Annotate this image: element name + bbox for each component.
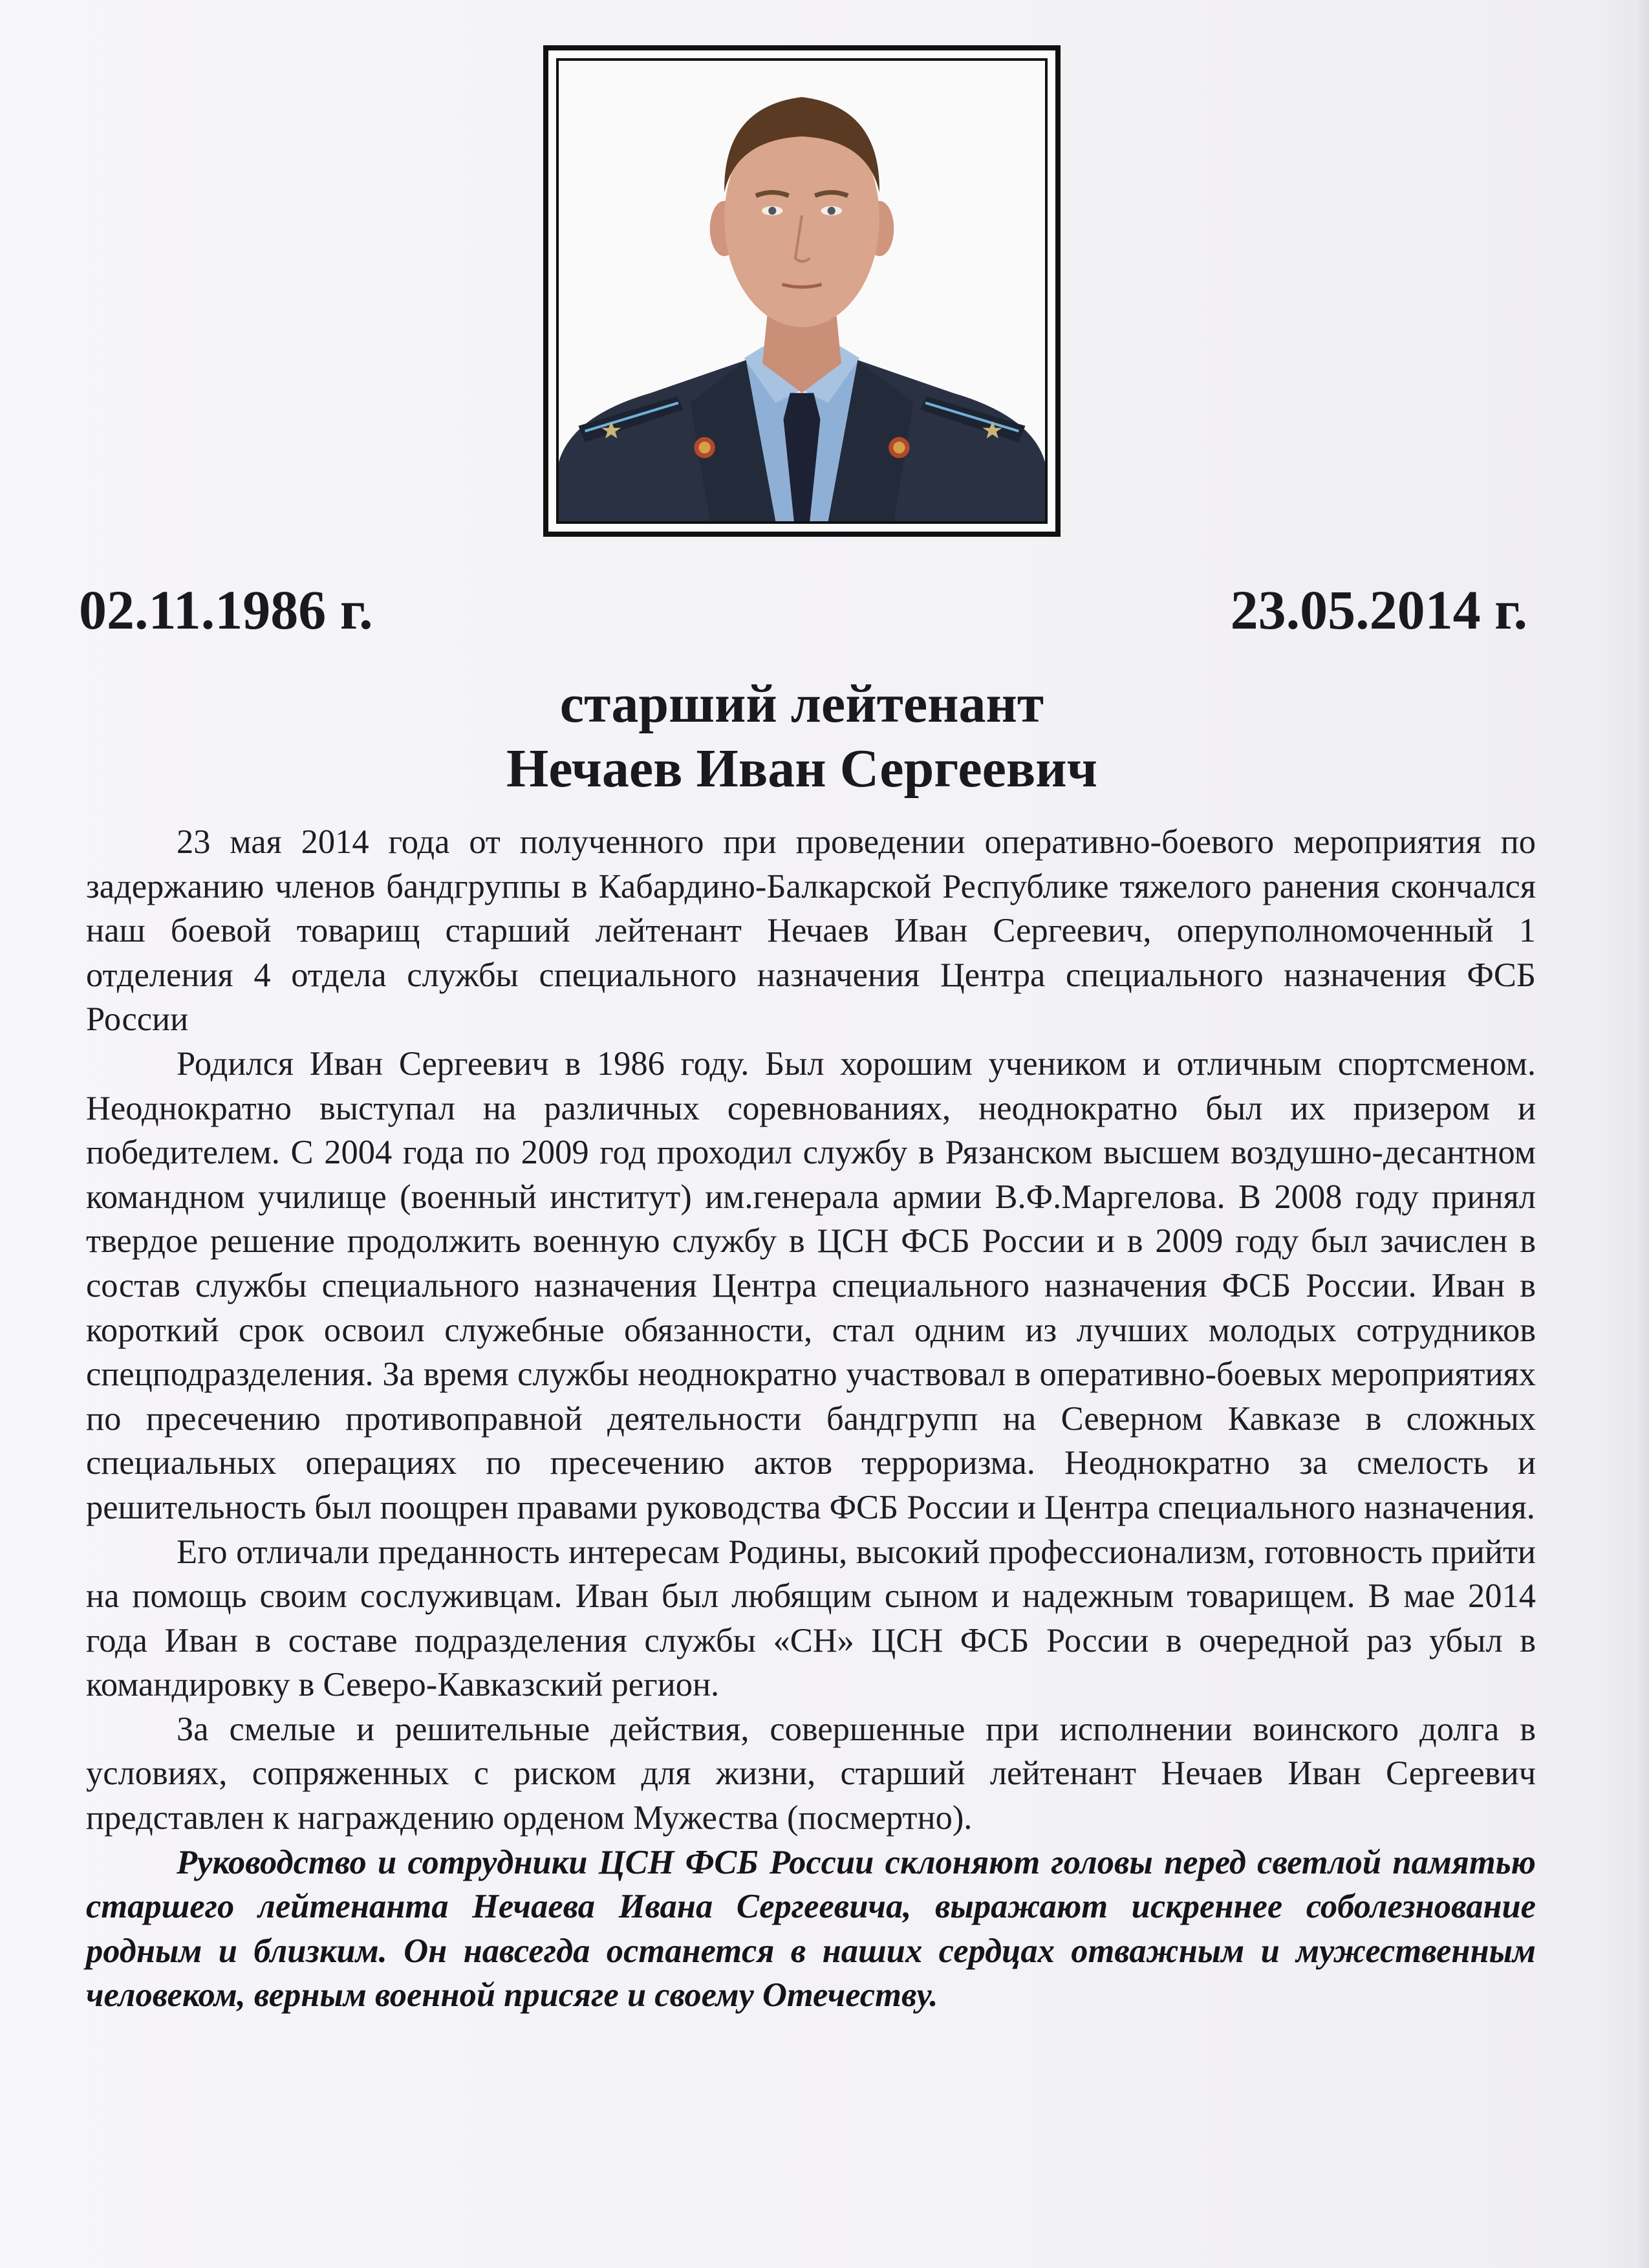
page-edge-shadow (1635, 0, 1649, 2268)
birth-date: 02.11.1986 г. (79, 579, 373, 641)
paragraph-character: Его отличали преданность интересам Родины, высокий профессионализм, готовность прийти на помощь своим сослуживцам. Иван был любящим сыном и надежным товарищем. В мае 2014 года Иван в составе подразделения службы «СН» ЦСН ФСБ России в очередной раз убыл в командировку в Северо-Кавказский регион. (86, 1533, 1536, 1704)
paragraph-death-circumstances: 23 мая 2014 года от полученного при проведении оперативно-боевого мероприятия по задержанию членов бандгруппы в Кабардино-Балкарской Республике тяжелого ранения скончался наш боевой товарищ старший лейтенант Нечаев Иван Сергеевич, оперуполномоченный 1 отделения 4 отдела службы специального назначения Центра специального назначения ФСБ России (86, 823, 1536, 1039)
portrait-photo (556, 58, 1048, 524)
memorial-portrait-frame (543, 45, 1061, 537)
obituary-text (86, 820, 1536, 2018)
paragraph-biography: Родился Иван Сергеевич в 1986 году. Был хорошим учеником и отличным спортсменом. Неоднократно выступал на различных соревнованиях, неоднократно был их призером и победителем. С 2004 года по 2009 год проходил службу в Рязанском высшем воздушно-десантном командном училище (военный институт) им.генерала армии В.Ф.Маргелова. В 2008 году принял твердое решение продолжить военную службу в ЦСН ФСБ России и в 2009 году был зачислен в состав службы специального назначения Центра специального назначения ФСБ России. Иван в короткий срок освоил служебные обязанности, стал одним из лучших молодых сотрудников спецподразделения. За время службы неоднократно участвовал в оперативно-боевых мероприятиях по пресечению противоправной деятельности бандгрупп на Северном Кавказе в сложных специальных операциях по пресечению актов терроризма. Неоднократно за смелость и решительность был поощрен правами руководства ФСБ России и Центра специального назначения. (86, 1044, 1536, 1526)
rank-title: старший лейтенант (559, 674, 1044, 734)
full-name-title: Нечаев Иван Сергеевич (506, 739, 1098, 799)
death-date: 23.05.2014 г. (1230, 579, 1527, 641)
paragraph-award: За смелые и решительные действия, совершенные при исполнении воинского долга в условиях, сопряженных с риском для жизни, старший лейтенант Нечаев Иван Сергеевич представлен к награждению орденом Мужества (посмертно). (86, 1710, 1536, 1837)
paragraph-condolences: Руководство и сотрудники ЦСН ФСБ России склоняют головы перед светлой памятью старшего лейтенанта Нечаева Ивана Сергеевича, выражают искреннее соболезнование родным и близким. Он навсегда останется в наших сердцах отважным и мужественным человеком, верным военной присяге и своему Отечеству. (86, 1843, 1536, 2014)
